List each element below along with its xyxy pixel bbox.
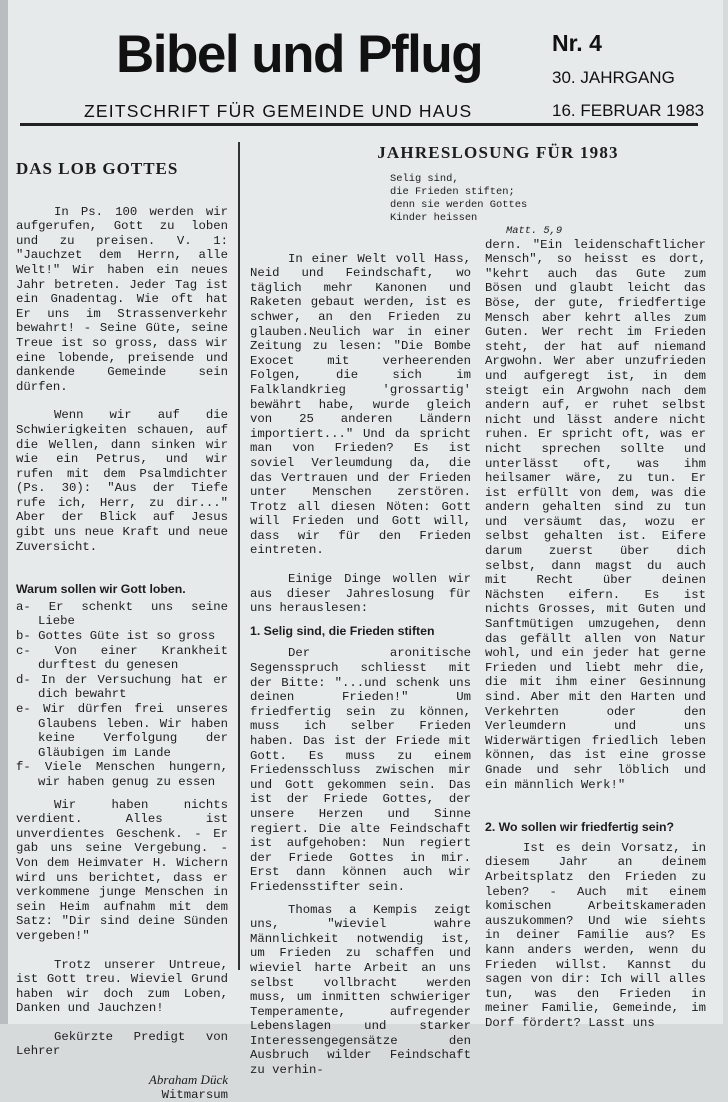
masthead-title: Bibel und Pflug bbox=[116, 25, 483, 84]
list-item: f- Viele Menschen hungern, wir haben genug zu essen bbox=[16, 760, 228, 789]
paragraph: Wir haben nichts verdient. Alles ist unverdientes Geschenk. - Er gab uns seine Vergebung. - Von dem Heimvater H. Wichern wird uns berichtet, dass er verkommene junge Menschen in sein Heim aufnahm mit dem Satz: "Dir sind deine Sünden vergeben!" bbox=[16, 797, 228, 943]
author-signature: Abraham Dück bbox=[148, 1072, 228, 1088]
text-column-a bbox=[250, 238, 471, 1078]
author-place: Witmarsum bbox=[161, 1087, 228, 1102]
list-item: c- Von einer Krankheit durftest du genesen bbox=[16, 643, 228, 673]
paragraph: Trotz unserer Untreue, ist Gott treu. Wieviel Grund haben wir doch zum Loben, Danken und Jauchzen! bbox=[16, 957, 228, 1016]
binding-edge bbox=[0, 0, 8, 1024]
paragraph: Der aronitische Segensspruch schliesst mit der Bitte: "...und schenk uns deinen Frieden!" Um friedfertig sein zu können, muss ich selber Frieden haben. Das ist der Friede mit Gott. Es muss zu einem Friedensschluss zwischen mir und Gott gekommen sein. Das ist der Friede Gottes, der unsere Herzen und Sinne regiert. Die alte Feindschaft ist aufgehoben: Nun regiert der Friede Gottes in mir. Erst dann können auch wir Friedensstifter sein. bbox=[250, 646, 471, 894]
sermon-note: Gekürzte Predigt von Lehrer bbox=[16, 1029, 228, 1059]
paragraph: Thomas a Kempis zeigt uns, "wieviel wahre Männlichkeit notwendig ist, um Frieden zu schaffen und wieviel harte Arbeit an uns selbst vollbracht werden muss, um inmitten schwieriger Temperamente, aufregender Lebenslagen und starker Interessengegensätze den Ausbruch wilder Feindschaft zu verhin- bbox=[250, 902, 471, 1078]
paragraph: In einer Welt voll Hass, Neid und Feindschaft, wo täglich mehr Kanonen und Raketen gebaut werden, ist es schwer, an den Frieden zu glauben.Neulich war in einer Zeitung zu lesen: "Die Bombe Exocet mit verheerenden Folgen, die sich im Falklandkrieg 'grossartig' bewährt habe, wurde gleich von 25 anderen Ländern importiert..." Und da spricht man von Frieden? Es ist soviel Verleumdung da, die das Vertrauen und der Frieden unter Menschen zerstören. Trotz all diesen Nöten: Gott will Frieden und Gott will, dass wir für den Frieden eintreten. bbox=[250, 251, 471, 558]
issue-date: 16. FEBRUAR 1983 bbox=[552, 101, 705, 120]
list-item: e- Wir dürfen frei unseres Glaubens leben. Wir haben keine Verfolgung der Gläubigen im Lande bbox=[16, 702, 228, 760]
paragraph: Wenn wir auf die Schwierigkeiten schauen, auf die Wellen, dann sinken wir wie ein Petrus, und wir rufen mit dem Psalmdichter (Ps. 30): "Aus der Tiefe rufe ich, Herr, zu dir..." Aber der Blick auf Jesus gibt uns neue Kraft und neue Zuversicht. bbox=[16, 408, 228, 554]
motto-verse bbox=[250, 173, 706, 238]
motto-line: die Frieden stiften; bbox=[390, 185, 515, 198]
reasons-heading: Warum sollen wir Gott loben. bbox=[16, 582, 186, 597]
list-item: b- Gottes Güte ist so gross bbox=[16, 629, 216, 644]
section-heading: 1. Selig sind, die Frieden stiften bbox=[250, 623, 435, 638]
paragraph: dern. "Ein leidenschaftlicher Mensch", so heisst es dort, "kehrt auch das Gute zum Bösen und glaubt leicht das Böse, der gute, friedfertige Mensch aber kehrt alles zum Guten. Wer recht im Frieden steht, der hat auf niemand Argwohn. Wer aber unzufrieden und aufgeregt ist, in dem steigt ein Argwohn nach dem andern auf, er ruhet selbst nicht und lässt andere nicht ruhen. Er spricht oft, was er nicht sprechen sollte und unterlässt oft, was ihm heilsamer wäre, zu tun. Er ist erfüllt von dem, was die andern gehalten sind zu tun und versäumt das, wozu er selbst gehalten ist. Eifere darum zuerst über dich selbst, dann magst du auch mit Recht über deinen Nächsten eifern. Es ist nichts Grosses, mit Guten und Sanftmütigen umzugehen, denn das gefällt allen von Natur wohl, und ein jeder hat gerne Frieden und liebt mehr die, die mit ihm einer Gesinnung sind. Aber mit den Harten und Verkehrten oder den Verleumdern und uns Widerwärtigen friedlich leben können, das ist eine grosse Gnade und sehr löblich und ein männlich Werk!" bbox=[485, 237, 706, 792]
article-jahreslosung bbox=[250, 143, 706, 1078]
paragraph: Einige Dinge wollen wir aus dieser Jahreslosung für uns herauslesen: bbox=[250, 572, 471, 616]
list-item: a- Er schenkt uns seine Liebe bbox=[16, 599, 228, 629]
reasons-list bbox=[16, 600, 228, 790]
motto-source: Matt. 5,9 bbox=[506, 224, 563, 237]
masthead-subtitle: ZEITSCHRIFT FÜR GEMEINDE UND HAUS bbox=[84, 101, 473, 121]
motto-line: Selig sind, bbox=[390, 172, 459, 185]
issue-number: Nr. 4 bbox=[552, 30, 602, 56]
list-item: d- In der Versuchung hat er dich bewahrt bbox=[16, 672, 228, 702]
motto-line: denn sie werden Gottes bbox=[390, 198, 528, 211]
two-column-body bbox=[250, 238, 706, 1078]
motto-line: Kinder heissen bbox=[390, 211, 478, 224]
text-column-b bbox=[485, 238, 706, 1078]
paragraph: In Ps. 100 werden wir aufgerufen, Gott zu loben und zu preisen. V. 1: "Jauchzet dem Herrn, alle Welt!" Wir haben ein neues Jahr betreten. Jeder Tag ist ein Gnadentag. Wie oft hat Er uns im Strassenverkehr bewahrt! - Seine Güte, seine Treue ist so gross, dass wir eine lobende, preisende und dankende Gemeinde sein dürfen. bbox=[16, 204, 228, 394]
article-heading: DAS LOB GOTTES bbox=[16, 159, 179, 178]
article-heading: JAHRESLOSUNG FÜR 1983 bbox=[377, 143, 619, 162]
masthead-rule bbox=[20, 123, 698, 126]
column-divider bbox=[238, 142, 240, 970]
article-lob-gottes bbox=[16, 159, 228, 1102]
volume-year: 30. JAHRGANG bbox=[552, 68, 675, 87]
section-heading: 2. Wo sollen wir friedfertig sein? bbox=[485, 820, 675, 835]
paragraph: Ist es dein Vorsatz, in diesem Jahr an deinem Arbeitsplatz den Frieden zu leben? - Auch mit einem komischen Arbeitskameraden auszukommen? Und wie siehts in deiner Familie aus? Es kann anders werden, wenn du Frieden willst. Kannst du sagen von dir: Ich will alles tun, was den Frieden in meiner Familie, Gemeinde, im Dorf fördert? Lasst uns bbox=[485, 840, 706, 1030]
